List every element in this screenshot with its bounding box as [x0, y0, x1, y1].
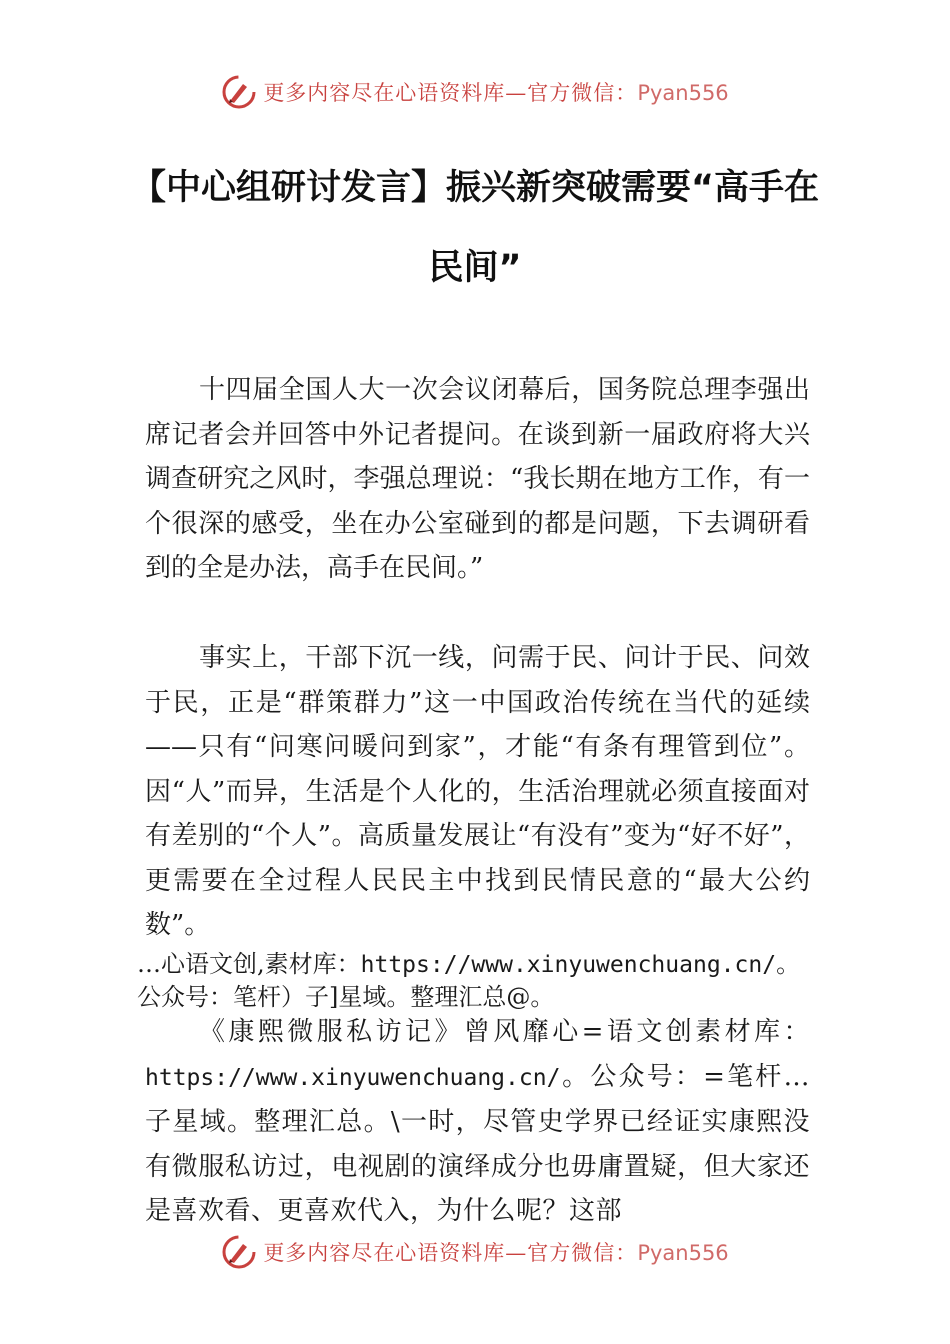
document-title: 【中心组研讨发言】振兴新突破需要“高手在民间” [130, 168, 819, 288]
brush-pen-logo-icon [221, 1234, 257, 1270]
paragraph-3-url: https://www.xinyuwenchuang.cn/ [145, 1064, 561, 1091]
brush-pen-logo-icon [221, 74, 257, 110]
paragraph-3: 《康熙微服私访记》曾风靡心=语文创素材库：https://www.xinyuwenchuang.cn/。公众号：=笔杆…子星域。整理汇总。\一时，尽管史学界已经证实康熙没有微服私访过，电视剧的演绎成分也毋庸置疑，但大家还是喜欢看、更喜欢代入，为什么呢？这部 [145, 1017, 810, 1226]
paragraph-1: 十四届全国人大一次会议闭幕后，国务院总理李强出席记者会并回答中外记者提问。在谈到新一届政府将大兴调查研究之风时，李强总理说：“我长期在地方工作，有一个很深的感受，坐在办公室碰到的都是问题，下去调研看到的全是办法，高手在民间。” [145, 375, 810, 583]
watermark-handle: Pyan556 [637, 81, 729, 105]
watermark-banner-bottom [0, 1230, 950, 1274]
inserted-source-note: …心语文创,素材库：https://www.xinyuwenchuang.cn/。 公众号：笔杆）子]星域。整理汇总@。 [137, 950, 801, 1011]
paragraph-2: 事实上，干部下沉一线，问需于民、问计于民、问效于民，正是“群策群力”这一中国政治传统在当代的延续——只有“问寒问暖问到家”，才能“有条有理管到位”。因“人”而异，生活是个人化的，生活治理就必须直接面对有差别的“个人”。高质量发展让“有没有”变为“好不好”，更需要在全过程人民民主中找到民情民意的“最大公约数”。 [145, 643, 810, 940]
watermark-handle: Pyan556 [637, 1241, 729, 1265]
source-account-line: 公众号：笔杆）子]星域。整理汇总@。 [137, 983, 555, 1011]
watermark-banner-top [0, 70, 950, 114]
source-url: https://www.xinyuwenchuang.cn/ [360, 952, 777, 978]
watermark-text: 更多内容尽在心语资料库—官方微信：Pyan556 [263, 1241, 729, 1265]
watermark-text: 更多内容尽在心语资料库—官方微信：Pyan556 [263, 81, 729, 105]
